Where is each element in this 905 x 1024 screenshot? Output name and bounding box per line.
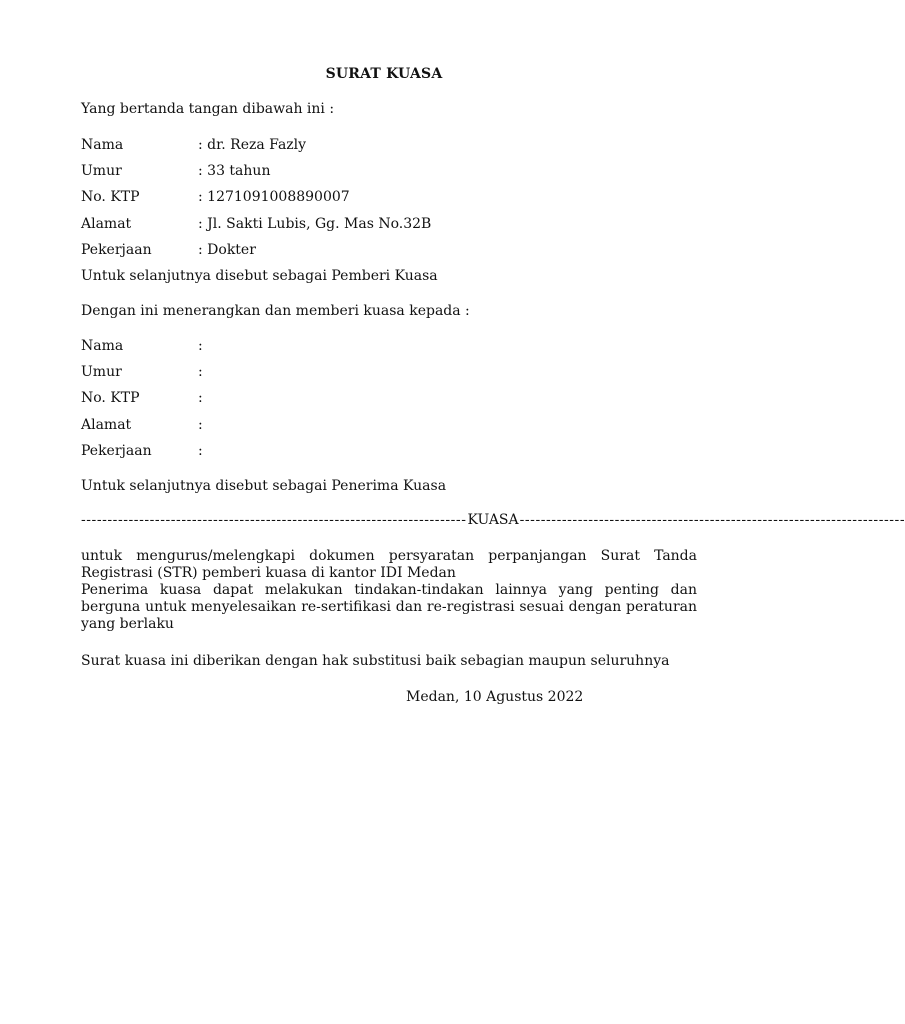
grantee-ktp-value: : — [198, 390, 203, 406]
paragraph-purpose: untuk mengurus/melengkapi dokumen persyaratan perpanjangan Surat Tanda Registrasi (STR) pemberi kuasa di kantor IDI Medan — [81, 548, 697, 581]
grantee-name-row — [81, 338, 203, 355]
grantor-address-row — [81, 216, 431, 233]
grantee-address-value: : — [198, 417, 203, 433]
divider-right-dashes: ------------------------------------------------------------------------- — [519, 512, 905, 528]
grantor-age-value: : 33 tahun — [198, 163, 271, 179]
grantor-age-label: Umur — [81, 163, 122, 179]
grantor-age-row — [81, 163, 270, 180]
place-date: Medan, 10 Agustus 2022 — [406, 689, 584, 705]
divider-word: KUASA — [467, 512, 519, 528]
document-title: SURAT KUASA — [325, 66, 443, 82]
grantee-address-label: Alamat — [81, 417, 132, 433]
grantor-occupation-value: : Dokter — [198, 242, 256, 258]
grantor-name-value: : dr. Reza Fazly — [198, 137, 307, 153]
grantor-address-label: Alamat — [81, 216, 132, 232]
grantee-occupation-label: Pekerjaan — [81, 443, 152, 459]
grantor-occupation-row — [81, 242, 256, 259]
grantee-age-value: : — [198, 364, 203, 380]
paragraph-substitution: Surat kuasa ini diberikan dengan hak substitusi baik sebagian maupun seluruhnya — [81, 653, 670, 669]
grantor-ktp-value: : 1271091008890007 — [198, 189, 350, 205]
grantor-note: Untuk selanjutnya disebut sebagai Pemberi Kuasa — [81, 268, 438, 284]
grantor-name-label: Nama — [81, 137, 124, 153]
grantee-address-row — [81, 417, 203, 434]
grantor-address-value: : Jl. Sakti Lubis, Gg. Mas No.32B — [198, 216, 432, 232]
grantee-age-label: Umur — [81, 364, 122, 380]
grantee-ktp-row — [81, 390, 203, 407]
grantee-occupation-row — [81, 443, 203, 460]
grantee-name-value: : — [198, 338, 203, 354]
paragraph-authority: Penerima kuasa dapat melakukan tindakan-tindakan lainnya yang penting dan berguna untuk menyelesaikan re-sertifikasi dan re-registrasi sesuai dengan peraturan yang berlaku — [81, 582, 697, 632]
grantor-ktp-label: No. KTP — [81, 189, 140, 205]
grantee-ktp-label: No. KTP — [81, 390, 140, 406]
grantor-ktp-row — [81, 189, 350, 206]
grantee-occupation-value: : — [198, 443, 203, 459]
kuasa-divider — [81, 512, 905, 529]
divider-left-dashes: ------------------------------------------------------------------------- — [81, 512, 467, 528]
grantee-age-row — [81, 364, 203, 381]
grantor-name-row — [81, 137, 306, 154]
grantor-occupation-label: Pekerjaan — [81, 242, 152, 258]
intro-text: Yang bertanda tangan dibawah ini : — [81, 101, 335, 117]
grantee-note: Untuk selanjutnya disebut sebagai Penerima Kuasa — [81, 478, 447, 494]
transition-text: Dengan ini menerangkan dan memberi kuasa kepada : — [81, 303, 470, 319]
grantee-name-label: Nama — [81, 338, 124, 354]
